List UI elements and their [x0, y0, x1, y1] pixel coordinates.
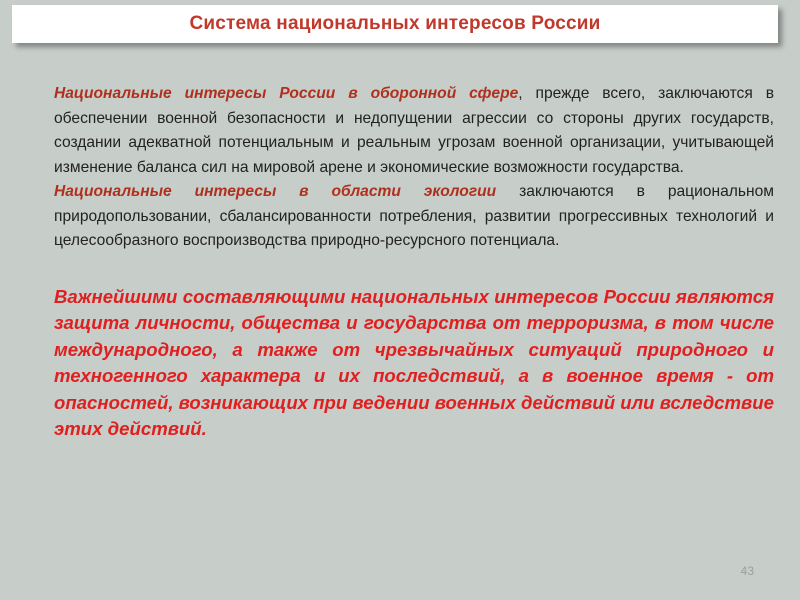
slide-title: Система национальных интересов России	[189, 13, 601, 34]
paragraph-ecology-highlight: Национальные интересы в области экологии	[54, 183, 497, 200]
paragraph-key-components: Важнейшими составляющими национальных интересов России являются защита личности, общества и государства от терроризма, в том числе международного, а также от чрезвычайных ситуаций природного и техногенного характера и их последствий, а в военное время - от опасностей, возникающих при ведении военных действий или вследствие этих действий.	[54, 285, 774, 439]
paragraph-ecology	[54, 180, 774, 254]
page-number: 43	[740, 564, 754, 578]
title-box	[12, 5, 778, 43]
paragraph-ecology-text: заключаются в рациональном природопользовании, сбалансированности потребления, развитии прогрессивных технологий и целесообразного воспроизводства природно-ресурсного потенциала.	[54, 183, 774, 249]
paragraph-defense	[54, 82, 774, 180]
paragraph-defense-text: , прежде всего, заключаются в обеспечении военной безопасности и недопущении агрессии со стороны других государств, создании адекватной потенциальным и реальным угрозам военной организации, учитывающей изменение баланса сил на мировой арене и экономические возможности государства.	[54, 85, 774, 176]
paragraph-defense-highlight: Национальные интересы России в оборонной сфере	[54, 85, 519, 102]
slide-content	[54, 82, 774, 461]
